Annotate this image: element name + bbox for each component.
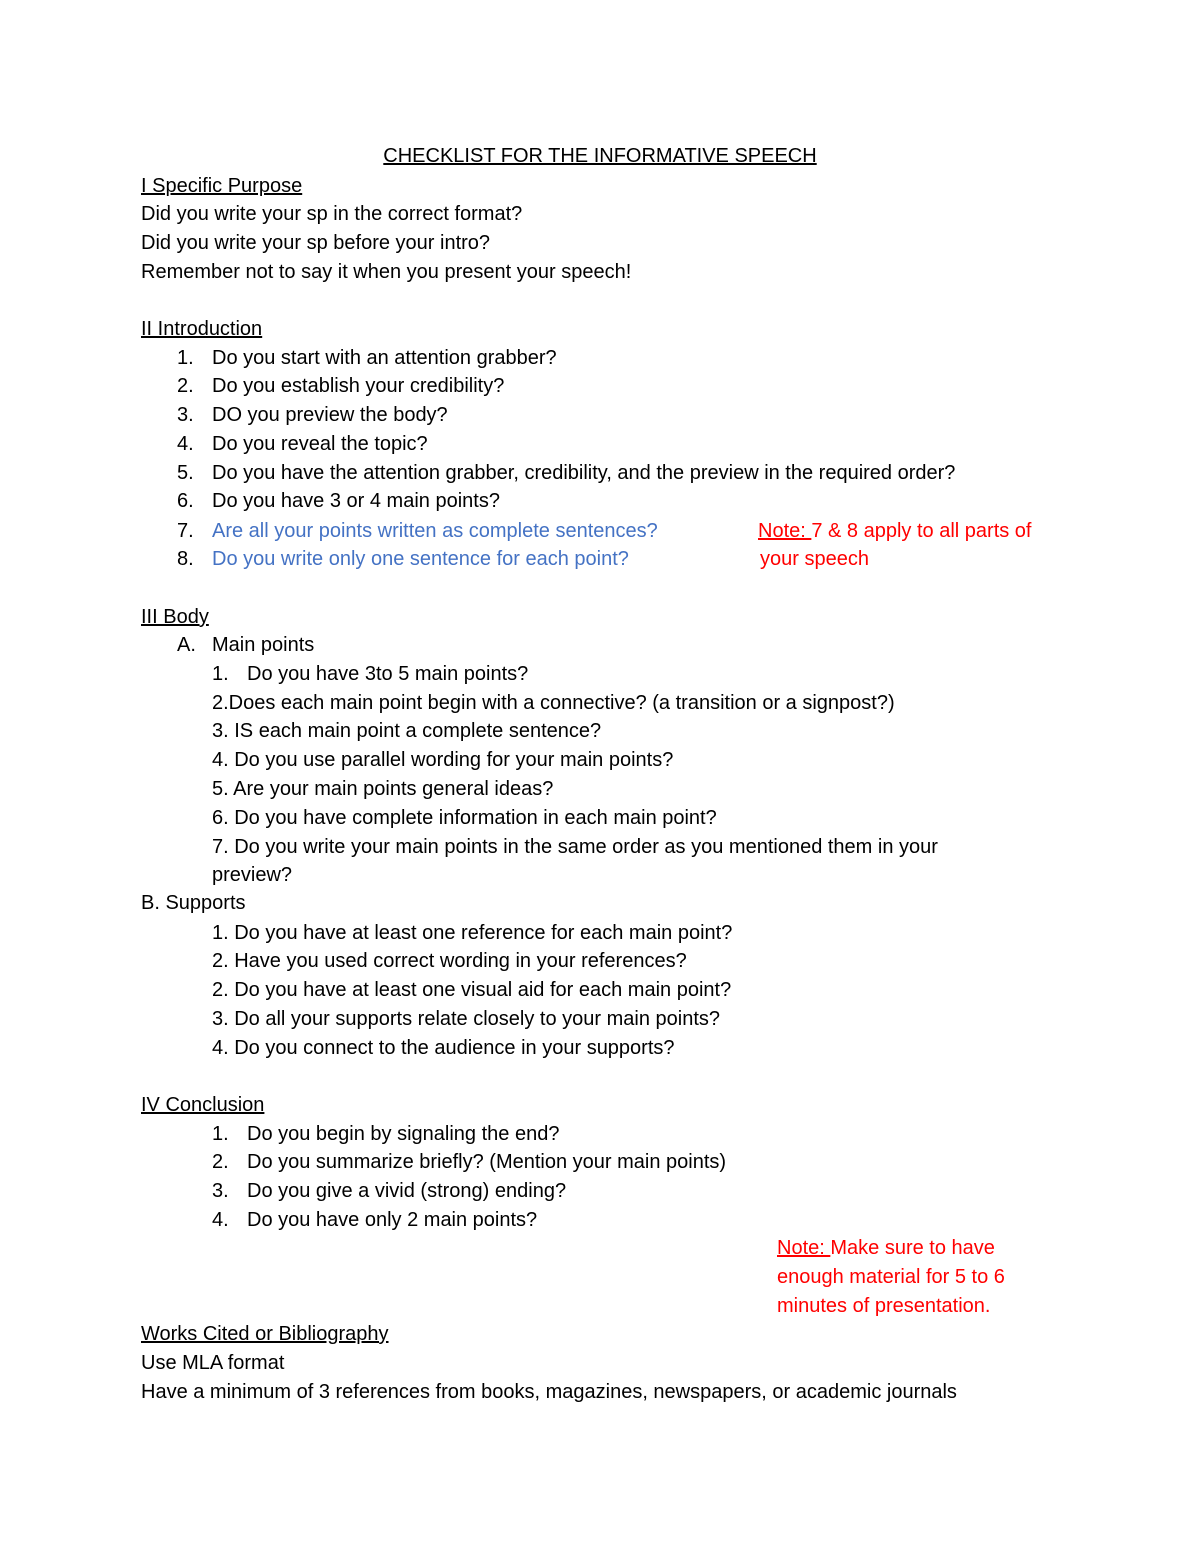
list-number: 2. <box>212 1151 229 1173</box>
list-item-continuation: preview? <box>212 864 293 886</box>
conclusion-note-line: minutes of presentation. <box>777 1295 991 1317</box>
list-item: Do you begin by signaling the end? <box>247 1123 560 1145</box>
list-item: Are all your points written as complete sentences? <box>212 520 658 542</box>
list-item: 7. Do you write your main points in the same order as you mentioned them in your <box>212 836 938 858</box>
list-item: 3. Do all your supports relate closely to your main points? <box>212 1008 721 1030</box>
list-number: 1. <box>177 347 194 369</box>
specific-purpose-line: Did you write your sp in the correct format? <box>141 203 523 225</box>
list-number: 7. <box>177 520 194 542</box>
note-text: Make sure to have <box>830 1237 995 1259</box>
list-item: 6. Do you have complete information in each main point? <box>212 807 717 829</box>
specific-purpose-line: Remember not to say it when you present your speech! <box>141 261 632 283</box>
list-letter: A. <box>177 634 196 656</box>
list-item: Do you write only one sentence for each point? <box>212 548 629 570</box>
list-item: Do you give a vivid (strong) ending? <box>247 1180 567 1202</box>
intro-note-line: your speech <box>760 548 869 570</box>
list-item: Do you have only 2 main points? <box>247 1209 538 1231</box>
list-item: 4. Do you connect to the audience in your supports? <box>212 1037 675 1059</box>
page-title: CHECKLIST FOR THE INFORMATIVE SPEECH <box>383 145 817 167</box>
list-item: 5. Are your main points general ideas? <box>212 778 554 800</box>
section-heading-specific-purpose: I Specific Purpose <box>141 175 303 197</box>
list-item: DO you preview the body? <box>212 404 448 426</box>
note-text: 7 & 8 apply to all parts of <box>811 520 1032 542</box>
section-heading-conclusion: IV Conclusion <box>141 1094 265 1116</box>
list-item: 2. Do you have at least one visual aid for each main point? <box>212 979 732 1001</box>
section-heading-works-cited: Works Cited or Bibliography <box>141 1323 389 1345</box>
section-heading-introduction: II Introduction <box>141 318 263 340</box>
list-item: Do you start with an attention grabber? <box>212 347 557 369</box>
list-number: 4. <box>177 433 194 455</box>
list-item: 4. Do you use parallel wording for your main points? <box>212 749 674 771</box>
specific-purpose-line: Did you write your sp before your intro? <box>141 232 491 254</box>
subsection-main-points: Main points <box>212 634 315 656</box>
list-item: Do you summarize briefly? (Mention your main points) <box>247 1151 727 1173</box>
list-number: 3. <box>177 404 194 426</box>
list-item: 1. Do you have at least one reference for each main point? <box>212 922 733 944</box>
list-item: 3. IS each main point a complete sentence? <box>212 720 602 742</box>
list-number: 4. <box>212 1209 229 1231</box>
subsection-supports: B. Supports <box>141 892 246 914</box>
works-cited-line: Use MLA format <box>141 1352 285 1374</box>
note-label: Note: <box>777 1237 831 1259</box>
list-item: Do you have 3to 5 main points? <box>247 663 529 685</box>
list-item: Do you reveal the topic? <box>212 433 428 455</box>
list-item: Do you establish your credibility? <box>212 375 505 397</box>
list-item: 2. Have you used correct wording in your references? <box>212 950 687 972</box>
section-heading-body: III Body <box>141 606 209 628</box>
works-cited-line: Have a minimum of 3 references from books, magazines, newspapers, or academic journals <box>141 1381 957 1403</box>
list-number: 8. <box>177 548 194 570</box>
intro-note <box>758 519 1032 543</box>
list-number: 1. <box>212 1123 229 1145</box>
list-item: Do you have the attention grabber, credibility, and the preview in the required order? <box>212 462 956 484</box>
list-number: 2. <box>177 375 194 397</box>
list-number: 3. <box>212 1180 229 1202</box>
note-label: Note: <box>758 520 812 542</box>
conclusion-note <box>777 1236 995 1260</box>
list-number: 6. <box>177 490 194 512</box>
list-item: Do you have 3 or 4 main points? <box>212 490 500 512</box>
conclusion-note-line: enough material for 5 to 6 <box>777 1266 1005 1288</box>
list-number: 5. <box>177 462 194 484</box>
list-item: 2.Does each main point begin with a connective? (a transition or a signpost?) <box>212 692 895 714</box>
list-number: 1. <box>212 663 229 685</box>
